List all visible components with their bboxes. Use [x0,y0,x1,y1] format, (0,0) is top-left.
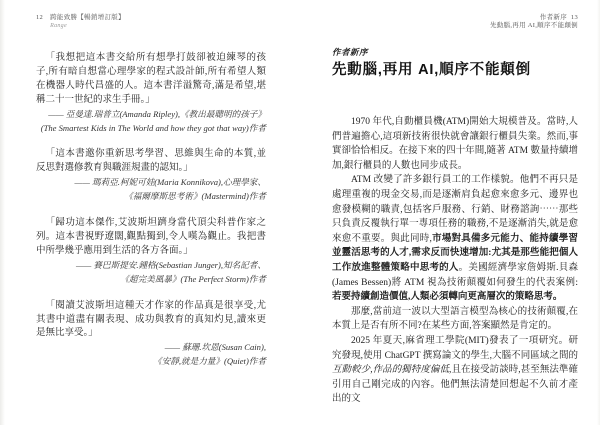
body-paragraph [332,334,578,407]
running-head-left [36,14,266,30]
quote-text: 「這本書邀你重新思考學習、思維與生命的本質,並反思對選修教育與職涯規畫的認知。」 [36,149,266,174]
text-segment: 市場對具備多元能力、能持續學習並靈活思考的人才,需求反而快速增加:尤其是那些能把個人工作放進整體策略中思考的人 [332,233,578,273]
quote-attribution-line: —— 賽巴斯提安.鍾格(Sebastian Junger),知名記者、 [75,259,266,270]
running-subtitle-right: 先動腦,再用 AI,順序不能顛倒 [489,22,578,29]
body-paragraph [332,115,578,173]
section-label: 作者新序 [332,47,369,57]
quote-block [36,52,266,135]
page-right [332,14,578,407]
page-number-right: 13 [570,14,578,21]
running-subtitle-left: Range [50,23,67,29]
running-title-group [50,14,125,30]
quote-text: 「歸功這本傑作,艾波斯坦躋身當代頂尖科普作家之列。這本書視野遼闊,觀點獨到,令人嘆為觀止。我把書中所學幾乎應用到生活的各方各面。」 [36,218,266,256]
quote-block [36,300,266,370]
quote-attribution-line: —— 亞曼達.瑞普立(Amanda Ripley),《教出最聰明的孩子》 [48,108,266,119]
text-segment: 。美國經濟學家詹姆斯.貝森(James Bessen)將 ATM 視為技術顛覆如何發生的代表案例: [332,262,578,288]
text-segment: 那麼,當前這一波以大型語言模型為核心的技術顛覆,在本質上是否有所不同?在某些方面,答案顯然是肯定的。 [332,306,578,332]
quote-text: 「閱讀艾波斯坦這種天才作家的作品真是很享受,尤其書中道盡有關表現、成功與教育的真知灼見,讀來更是無比享受。」 [36,300,266,339]
quote-text: 「我想把這本書交給所有想學打鼓卻被迫練琴的孩子,所有暗自想當心理學家的程式設計師,所有希望人類在機器人時代昌盛的人。這本書洋溢驚奇,滿是希望,堪稱二十一世紀的求生手冊。」 [36,53,266,105]
text-segment: 互動較少,作品的獨特度偏低 [332,365,450,376]
quote-block [36,148,266,204]
running-head-right [332,14,578,30]
running-head-right-line1 [332,14,578,22]
quote-attribution-line: 《福爾摩斯思考術》(Mastermind)作者 [124,191,266,202]
text-segment: 1970 年代,自動櫃員機(ATM)開始大規模普及。當時,人們普遍擔心,這項新技術很快就會讓銀行櫃員失業。然而,事實卻恰恰相反。在接下來的四十年間,隨著 ATM 數量持續增加,銀行櫃員的人數也同步成長。 [332,117,578,171]
running-title-right: 作者新序 [539,14,568,21]
page-number-left: 12 [36,14,44,21]
quote-attribution-line: 《超完美風暴》(The Perfect Storm)作者 [120,273,266,284]
quote-attribution-line: (The Smartest Kids in The World and how they got that way)作者 [40,122,266,133]
text-segment: 2025 年夏天,麻省理工學院(MIT)發表了一項研究。研究發現,使用 ChatGPT 撰寫論文的學生,大腦不同區域之間的 [332,335,578,361]
page-left [36,14,266,382]
quote-attribution-line: —— 蘇珊.坎恩(Susan Cain), [164,342,266,353]
endorsement-quotes [36,52,266,369]
quote-attribution-line: —— 瑪莉亞.柯妮可娃(Maria Konnikova),心理學家、 [74,177,266,188]
text-segment: 若要持續創造價值,人類必須轉向更高層次的策略思考。 [332,292,563,303]
quote-block [36,217,266,287]
body-paragraph [332,173,578,304]
running-title-left: 跨能致勝【暢銷增訂版】 [50,14,125,21]
preface-body [332,115,578,407]
text-segment: ATM 改變了許多銀行員工的工作樣貌。他們不再只是處理重複的現金交易,而是逐漸肩負起愈來愈多元、邊界也愈發模糊的職責,包括客戶服務、行銷、財務諮詢⋯⋯那些只負責反覆執行單一專項任務的職務,不是逐漸消失,就是愈來愈不重要。與此同時, [332,175,578,244]
quote-attribution-line: 《安靜,就是力量》(Quiet)作者 [153,356,266,367]
text-segment: ,且在接受訪談時,甚至無法準確引用自己剛完成的內容。他們無法清楚回想起不久前才產出的文 [332,365,578,405]
body-paragraph [332,305,578,334]
chapter-title: 先動腦,再用 AI,順序不能顛倒 [332,62,531,78]
